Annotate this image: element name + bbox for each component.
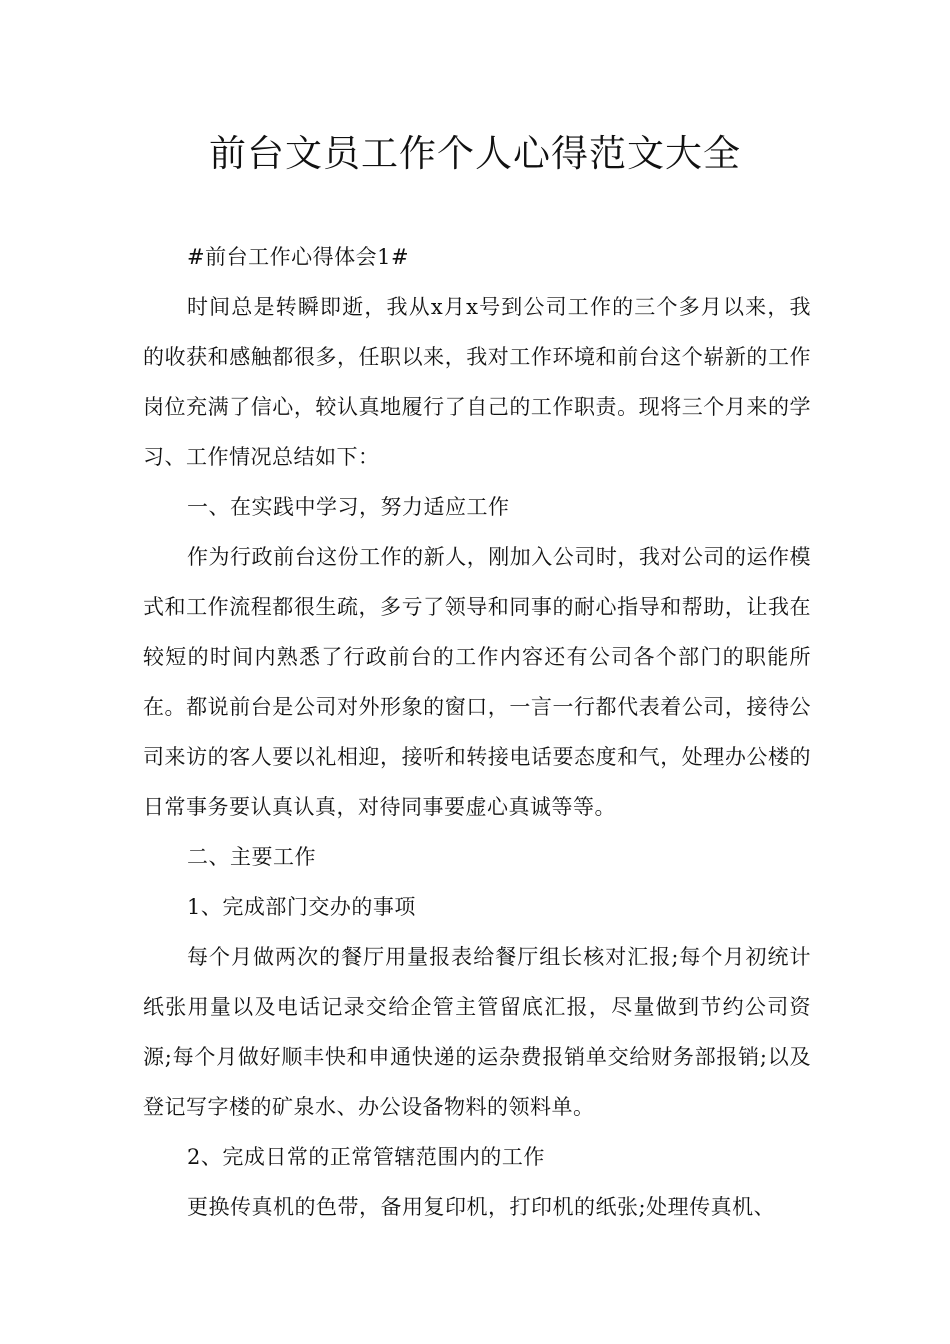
document-body (143, 232, 811, 1232)
section-heading: 二、主要工作 (187, 845, 316, 869)
section-heading: #前台工作心得体会1# (187, 245, 410, 269)
subsection-heading: 2、完成日常的正常管辖范围内的工作 (187, 1145, 545, 1169)
section-heading: 一、在实践中学习，努力适应工作 (187, 495, 510, 519)
document-title: 前台文员工作个人心得范文大全 (209, 132, 741, 175)
body-paragraph: 时间总是转瞬即逝，我从x月x号到公司工作的三个多月以来，我的收获和感触都很多，任职以来，我对工作环境和前台这个崭新的工作岗位充满了信心，较认真地履行了自己的工作职责。现将三个月来的学习、工作情况总结如下： (143, 295, 811, 469)
body-paragraph: 更换传真机的色带，备用复印机，打印机的纸张;处理传真机、 (187, 1195, 776, 1219)
subsection-heading: 1、完成部门交办的事项 (187, 895, 416, 919)
body-paragraph: 每个月做两次的餐厅用量报表给餐厅组长核对汇报;每个月初统计纸张用量以及电话记录交给企管主管留底汇报，尽量做到节约公司资源;每个月做好顺丰快和申通快递的运杂费报销单交给财务部报销;以及登记写字楼的矿泉水、办公设备物料的领料单。 (143, 945, 811, 1119)
body-paragraph: 作为行政前台这份工作的新人，刚加入公司时，我对公司的运作模式和工作流程都很生疏，多亏了领导和同事的耐心指导和帮助，让我在较短的时间内熟悉了行政前台的工作内容还有公司各个部门的职能所在。都说前台是公司对外形象的窗口，一言一行都代表着公司，接待公司来访的客人要以礼相迎，接听和转接电话要态度和气，处理办公楼的日常事务要认真认真，对待同事要虚心真诚等等。 (143, 545, 811, 819)
